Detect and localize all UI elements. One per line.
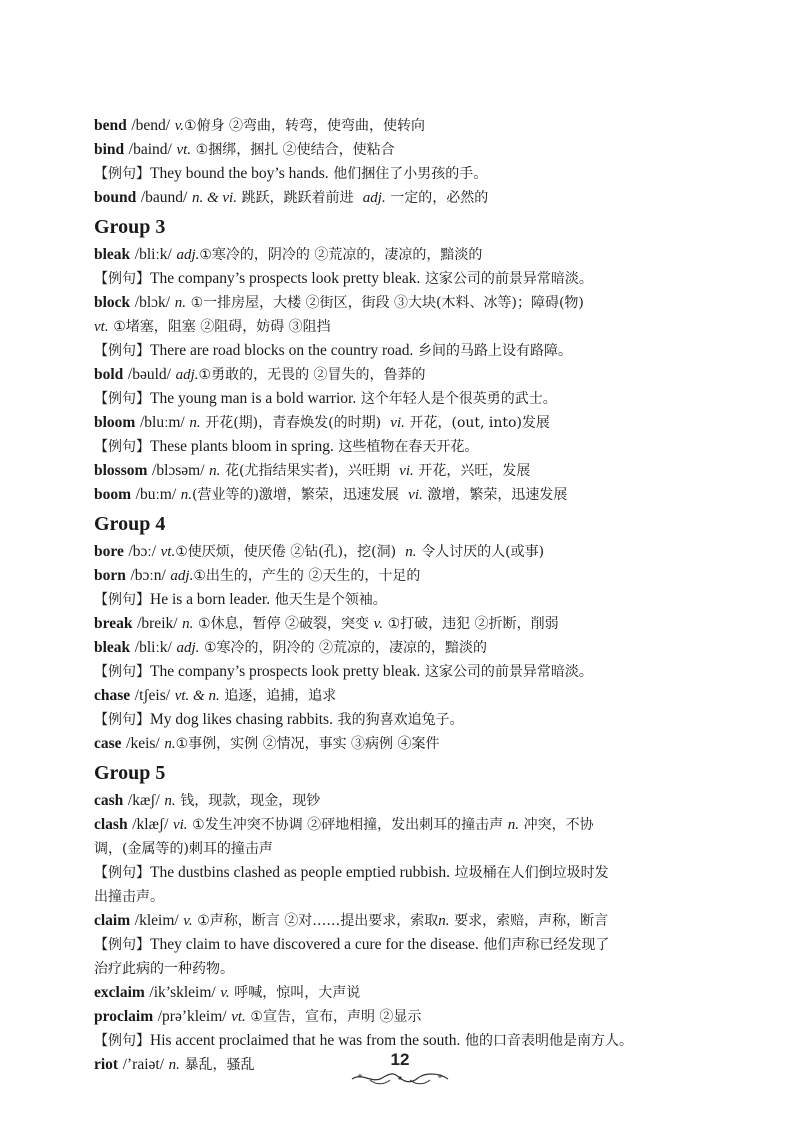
example-clash-cont: 出撞击声。	[94, 889, 164, 905]
entry-clash-cont: 调，(金属等的)刺耳的撞击声	[94, 841, 273, 857]
example-claim: 【例句】They claim to have discovered a cure for the disease. 他们声称已经发现了	[94, 936, 610, 953]
entry-boom: boom /buːm/ n.(营业等的)激增，繁荣，迅速发展 vi. 激增，繁荣，迅速发展	[94, 486, 568, 503]
example-block: 【例句】There are road blocks on the country road. 乡间的马路上设有路障。	[94, 342, 573, 359]
example-claim-cont: 治疗此病的一种药物。	[94, 961, 234, 977]
entry-chase: chase /tʃeis/ vt. & n. 追逐，追捕，追求	[94, 687, 337, 704]
entry-case: case /keis/ n.①事例，实例 ②情况，事实 ③病例 ④案件	[94, 735, 440, 752]
example-bind: 【例句】They bound the boy’s hands. 他们捆住了小男孩的手。	[94, 165, 488, 182]
entry-clash: clash /klæʃ/ vi. ①发生冲突不协调 ②砰地相撞，发出刺耳的撞击声 n. 冲突，不协	[94, 816, 594, 833]
group-heading-4: Group 4	[94, 513, 166, 535]
entry-bleak: bleak /bliːk/ adj.①寒冷的，阴冷的 ②荒凉的，凄凉的，黯淡的	[94, 246, 483, 263]
page-number: 12	[390, 1050, 410, 1069]
flourish-ornament-icon	[350, 1070, 450, 1086]
example-bloom: 【例句】These plants bloom in spring. 这些植物在春天开花。	[94, 438, 479, 455]
entry-bold: bold /bəuld/ adj.①勇敢的，无畏的 ②冒失的，鲁莽的	[94, 366, 426, 383]
entry-proclaim: proclaim /prə’kleim/ vt. ①宣告，宣布，声明 ②显示	[94, 1008, 422, 1025]
entry-block-cont: vt. ①堵塞，阻塞 ②阻碍，妨碍 ③阻挡	[94, 319, 331, 335]
entry-break: break /breik/ n. ①休息，暂停 ②破裂，突变 v. ①打破，违犯 ②折断，削弱	[94, 615, 559, 632]
example-bleak-2: 【例句】The company’s prospects look pretty bleak. 这家公司的前景异常暗淡。	[94, 663, 593, 680]
entry-bound: bound /baund/ n. & vi. 跳跃，跳跃着前进 adj. 一定的，必然的	[94, 189, 489, 206]
entry-bind: bind /baind/ vt. ①捆绑，捆扎 ②使结合，使粘合	[94, 141, 395, 158]
example-chase: 【例句】My dog likes chasing rabbits. 我的狗喜欢追兔子。	[94, 711, 464, 728]
entry-bend: bend /bend/ v.①俯身 ②弯曲，转弯，使弯曲，使转向	[94, 117, 426, 134]
entry-riot: riot /’raiət/ n. 暴乱，骚乱	[94, 1056, 255, 1073]
entry-block: block /blɔk/ n. ①一排房屋，大楼 ②街区，街段 ③大块(木料、冰等)；障碍(物)	[94, 294, 584, 311]
word-list	[94, 114, 714, 1077]
entry-bloom: bloom /bluːm/ n. 开花(期)，青春焕发(的时期) vi. 开花，(out, into)发展	[94, 414, 550, 431]
entry-cash: cash /kæʃ/ n. 钱，现款，现金，现钞	[94, 792, 321, 809]
example-born: 【例句】He is a born leader. 他天生是个领袖。	[94, 591, 387, 608]
entry-claim: claim /kleim/ v. ①声称，断言 ②对……提出要求，索取n. 要求，索赔，声称，断言	[94, 912, 609, 929]
group-heading-5: Group 5	[94, 762, 166, 784]
group-heading-3: Group 3	[94, 216, 166, 238]
example-clash: 【例句】The dustbins clashed as people emptied rubbish. 垃圾桶在人们倒垃圾时发	[94, 864, 609, 881]
entry-blossom: blossom /blɔsəm/ n. 花(尤指结果实者)，兴旺期 vi. 开花，兴旺，发展	[94, 462, 531, 479]
page-footer	[340, 1050, 460, 1090]
entry-born: born /bɔːn/ adj.①出生的，产生的 ②天生的，十足的	[94, 567, 421, 584]
entry-bore: bore /bɔː/ vt.①使厌烦，使厌倦 ②钻(孔)，挖(洞) n. 令人讨厌的人(或事)	[94, 543, 545, 560]
example-bold: 【例句】The young man is a bold warrior. 这个年轻人是个很英勇的武士。	[94, 390, 557, 407]
example-bleak: 【例句】The company’s prospects look pretty bleak. 这家公司的前景异常暗淡。	[94, 270, 593, 287]
entry-exclaim: exclaim /ik’skleim/ v. 呼喊，惊叫，大声说	[94, 984, 361, 1001]
example-proclaim: 【例句】His accent proclaimed that he was from the south. 他的口音表明他是南方人。	[94, 1032, 633, 1049]
entry-bleak-2: bleak /bliːk/ adj. ①寒冷的，阴冷的 ②荒凉的，凄凉的，黯淡的	[94, 639, 487, 656]
